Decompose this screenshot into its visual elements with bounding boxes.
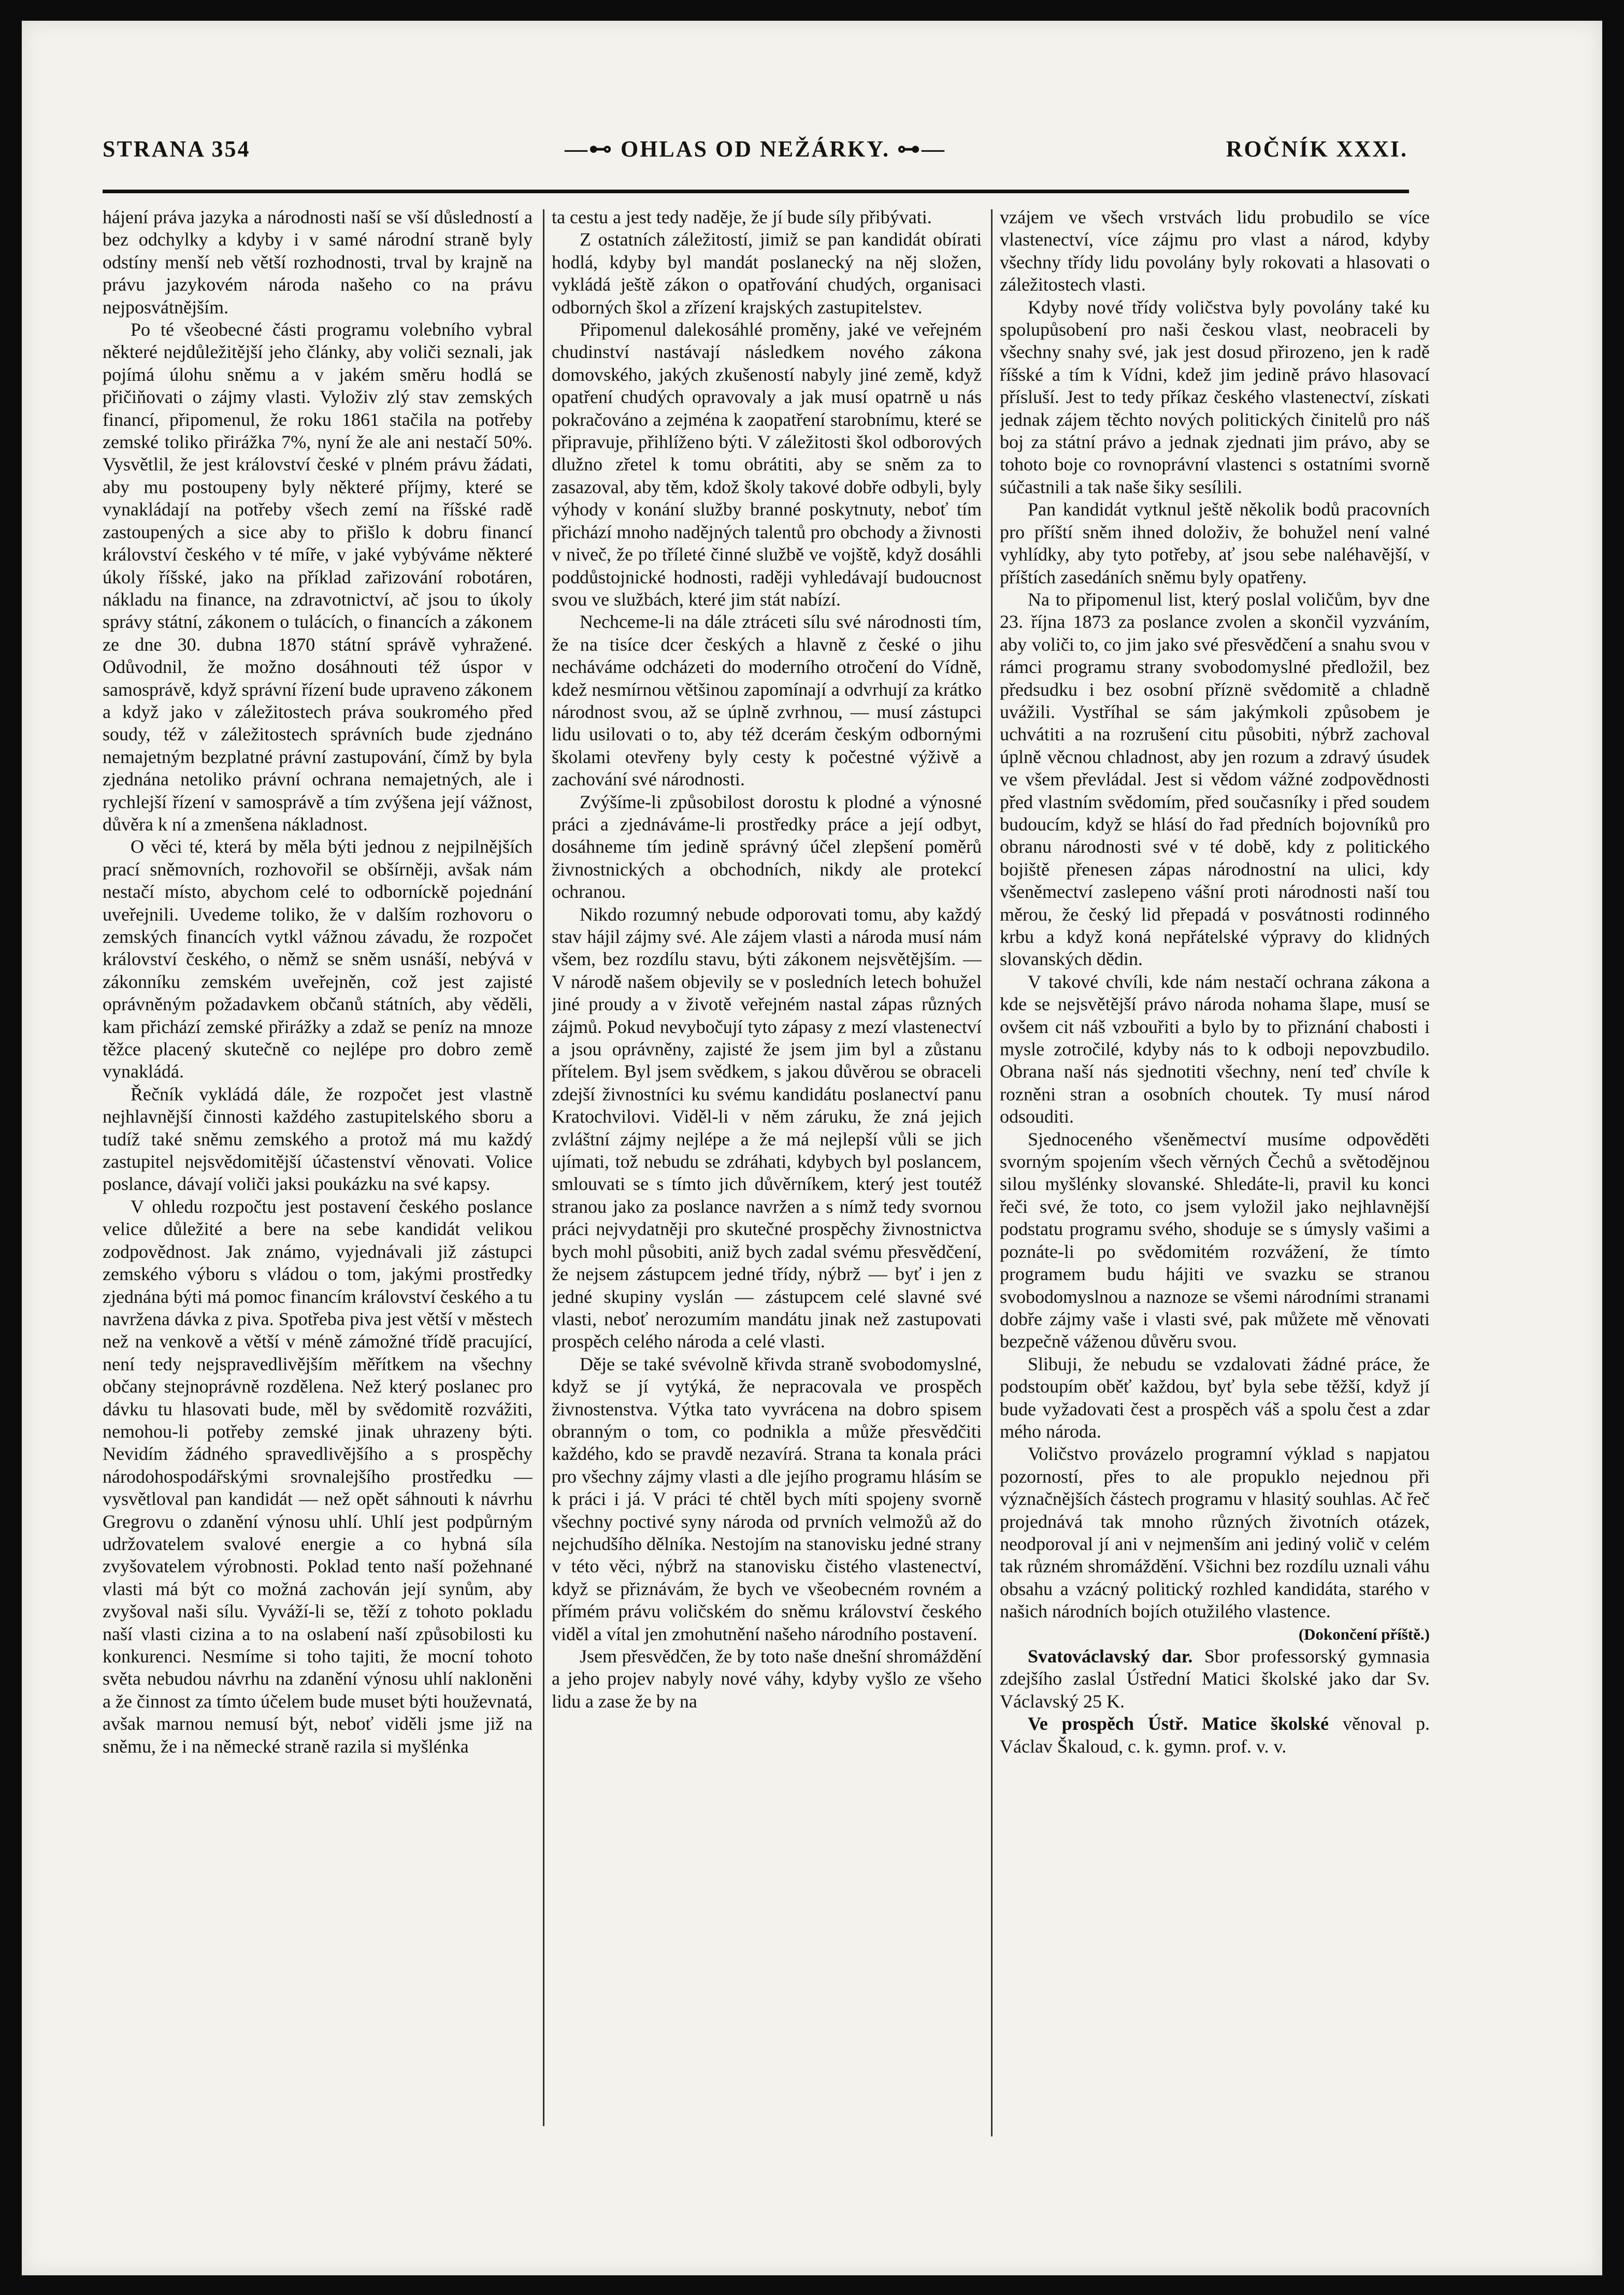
text-column-1	[103, 206, 533, 2133]
page-header	[103, 136, 1408, 182]
volume-number: ROČNÍK XXXI.	[1226, 136, 1408, 162]
article-paragraph: V ohledu rozpočtu jest postavení českého poslance velice důležité a bere na sebe kandidát velikou zodpovědnost. Jak známo, vyjednávali již zástupci zemského výboru s vládou o tom, jakými prostředky zjednána býti má pomoc financím království českého a tu navržena dávka z piva. Spotřeba piva jest větší v městech než na venkově a větší v méně zámožné třídě pracující, není tedy nejspravedlivějším měřítkem na všechny občany stejnoprávně rozdělena. Než který poslanec pro dávku tu hlasovati bude, měl by svědomitě rozvážiti, nemohou-li potřeby zemské jinak uhrazeny býti. Nevidím žádného spravedlivějšího a s prospěchy národohospodářskými srovnalejšího prostředku — vysvětloval pan kandidát — než opět sáhnouti k návrhu Gregrovu o zdanění výnosu uhlí. Uhlí jest podpůrným udržovatelem svalové energie a co hybná síla zvyšovatelem výrobnosti. Poklad tento naší požehnané vlasti má být co možná zachován její synům, aby zvyšoval naši sílu. Vyváží-li se, těží z tohoto pokladu naší vlasti cizina a to na oslabení naší způsobilosti ku konkurenci. Nesmíme si toho tajiti, že mocní tohoto světa nebudou návrhu na zdanění výnosu uhlí nakloněni a že činnost za tímto účelem bude muset býti houževnatá, avšak marnou nemusí být, neboť viděli jsme již na sněmu, že i na německé straně razila si myšlénka	[103, 1196, 533, 1757]
page-number: STRANA 354	[103, 136, 251, 162]
article-paragraph: Kdyby nové třídy voličstva byly povolány také ku spolupůsobení pro naši českou vlast, neobraceli by všechny snahy své, jak jest dosud přirozeno, jen k radě říšské a tím k Vídni, kdež jim jedině právo hlasovací přísluší. Jest to tedy příkaz českého vlastenectví, získati jednak zájem těchto nových politických činitelů pro náš boj za státní právo a jednak zjednati jim právo, aby se tohoto boje co rovnoprávní vlastenci s ostatními svorně súčastnili a tak naše šiky sesílili.	[1000, 296, 1430, 497]
article-paragraph: Z ostatních záležitostí, jimiž se pan kandidát obírati hodlá, kdyby byl mandát poslanecký na něj složen, vykládá ještě zákon o opatřování chudých, organisaci odborných škol a zřízení krajských zastupitelstev.	[552, 229, 982, 318]
article-paragraph: Nikdo rozumný nebude odporovati tomu, aby každý stav hájil zájmy své. Ale zájem vlasti a národa musí nám všem, bez rozdílu stavu, býti zákonem nejsvětějším. — V národě našem objevily se v posledních letech bohužel jiné proudy a v životě veřejném nastal zápas různých zájmů. Pokud nevybočují tyto zápasy z mezí vlastenectví a jsou oprávněny, zajisté že jsem jim byl a zůstanu přítelem. Byl jsem svědkem, s jakou důvěrou se obraceli zdejší živnostníci ku svému kandidátu poslanectví panu Kratochvilovi. Viděl-li v něm záruku, že zná jejich zvláštní zájmy nejlépe a že má nejlepší vůli se jich ujímati, tož nebudu se zdráhati, kdybych byl poslancem, smlouvati se s tímto jich důvěrníkem, který jest toutéž stranou jako za poslance navržen a s nímž tedy svornou práci nejvydatněji pro skutečné prospěchy živnostnictva bych mohl působiti, aniž bych zadal svému přesvědčení, že nejsem zástupcem jedné třídy, nýbrž — byť i jen z jedné skupiny vyslán — zástupcem celé slavné své vlasti, neboť nerozumím mandátu jinak než zastupovati prospěch celého národa a celé vlasti.	[552, 903, 982, 1352]
article-paragraph: Pan kandidát vytknul ještě několik bodů pracovních pro příští sněm ihned doloživ, že bohužel není valné vyhlídky, aby tyto potřeby, ať jsou sebe naléhavější, v příštích zasedáních sněmu byly opatřeny.	[1000, 499, 1430, 587]
text-column-2	[552, 206, 982, 2133]
article-paragraph: O věci té, která by měla býti jednou z nejpilnějších prací sněmovních, rozhovořil se obšírněji, avšak nám nestačí místo, abychom celé to odborníckě pojednání uveřejnili. Uvedeme toliko, že v dalším rozhovoru o zemských financích vytkl vážnou závadu, že rozpočet království českého, o němž se sněm usnáší, nebývá v zákonníku zemském uveřejněn, což jest zajisté oprávněným požadavkem občanů státních, aby věděli, kam přichází zemské přirážky a zdaž se peníz na mnoze těžce placený skutečně co nejlépe pro dobro země vynakládá.	[103, 836, 533, 1082]
column-divider-2	[991, 209, 993, 2136]
article-paragraph: Voličstvo provázelo programní výklad s napjatou pozorností, přes to ale propuklo nejednou při význačnějších částech programu v hlasitý souhlas. Ač řeč projednává tak mnoho různých životních otázek, neodporoval jí ani v nejmenším ani jediný volič v celém tak různém shromáždění. Všichni bez rozdílu uznali váhu obsahu a vzácný politický rozhled kandidáta, starého v našich národních bojích otužilého vlastence.	[1000, 1443, 1430, 1622]
article-paragraph: ta cestu a jest tedy naděje, že jí bude síly přibývati.	[552, 207, 932, 227]
article-paragraph: Připomenul dalekosáhlé proměny, jaké ve veřejném chudinství nastávají následkem nového zákona domovského, jakých zkušeností nabyly jiné země, když opatření chudých opravovaly a jak musí opatrně u nás pokračováno a zejména k zaopatření starobnímu, které se připravuje, přihlíženo býti. V záležitosti škol odborových dlužno zřetel k tomu obrátiti, aby se sněm za to zasazoval, aby těm, kdož školy takové dobře odbyli, byly výhody v konání služby branné poskytnuty, neboť tím přichází mnoho nadějných talentů pro obchody a živnosti v niveč, že po tříleté činné službě ve vojště, když dosáhli poddůstojnické hodnosti, raději vyhledávají budoucnost svou ve službách, které jim stát nabízí.	[552, 319, 982, 610]
article-paragraph: vzájem ve všech vrstvách lidu probudilo se více vlastenectví, více zájmu pro vlast a národ, kdyby všechny třídy lidu povolány byly rokovati a hlasovati o záležitostech vlasti.	[1000, 207, 1430, 295]
news-item	[1000, 1713, 1430, 1758]
news-item-body: věnoval p. Václav Škaloud, c. k. gymn. prof. v. v.	[1000, 1713, 1430, 1757]
article-paragraph: Po té všeobecné části programu volebního vybral některé nejdůležitější jeho články, aby voliči seznali, jak pojímá úlohu sněmu a v jakém směru hodlá se přičiňovati o zájmy vlasti. Vyloživ zlý stav zemských financí, připomenul, že roku 1861 stačila na potřeby zemské toliko přirážka 7%, nyní že ale ani nestačí 50%. Vysvětlil, že jest království české v plném právu žádati, aby mu postoupeny byly některé příjmy, které se vynakládají na potřeby všech zemí na říšské radě zastoupených a sice aby to přišlo k dobru financí království českého v té míře, v jaké vybýváme některé úkoly říšské, jako na příklad zařizování robotáren, nákladu na finance, na zdravotnictví, ač jsou to úkoly správy státní, zákonem o tulácích, o financích a zákonem ze dne 30. dubna 1870 státní správě vyhražené. Odůvodnil, že možno dosáhnouti též úspor v samosprávě, když správní řízení bude upraveno zákonem a když jako v záležitostech práva soukromého před soudy, též v záležitostech správních bude zjednáno nemajetným bezplatné právní zastupování, čímž by byla zjednána netoliko právní ochrana nemajetných, ale i rychlejší řízení v samosprávě a tím zvýšena její vážnost, důvěra k ní a zmenšena nákladnost.	[103, 319, 533, 835]
article-paragraph: hájení práva jazyka a národnosti naší se vší důsledností a bez odchylky a kdyby i v samé národní straně byly odstíny menší neb větší rozhodnosti, trval by krajně na právu jazykovém národa našeho co na právu nejposvátnějším.	[103, 207, 533, 318]
periodical-title: —⊷ OHLAS OD NEŽÁRKY. ⊶—	[564, 136, 946, 162]
news-item-heading: Svatováclavský dar.	[1028, 1646, 1193, 1667]
column-divider-1	[543, 209, 544, 2126]
article-paragraph: Děje se také svévolně křivda straně svobodomyslné, když se jí vytýká, že nepracovala ve prospěch živnostenstva. Výtka tato vyvrácena na dobro spisem obranným o tom, co podnikla a může přesvědčiti každého, kdo se pravdě nezavírá. Strana ta konala práci pro všechny zájmy vlasti a dle jejího programu hlásím se k práci i já. V práci té chtěl bych míti spojeny svorně všechny poctivé syny národa od prvních velmožů až do nejchudšího dělníka. Nestojím na stanovisku jedné strany v této věci, nýbrž na stanovisku čistého vlastenectví, když se přiznávám, že bych ve všeobecném rovném a přímém právu voličském do sněmu království českého viděl a vítal jen zmohutnění našeho národního postavení.	[552, 1353, 982, 1644]
article-paragraph: Jsem přesvědčen, že by toto naše dnešní shromáždění a jeho projev nabyly nové váhy, kdyby vyšlo ze všeho lidu a zase že by na	[552, 1646, 982, 1712]
text-column-3	[1000, 206, 1430, 2133]
news-item	[1000, 1645, 1430, 1713]
article-paragraph: Zvýšíme-li způsobilost dorostu k plodné a výnosné práci a zjednáváme-li prostředky práce a její odbyt, dosáhneme tím jedině správný účel zlepšení poměrů živnostnických a obchodních, nikdy ale protekcí ochranou.	[552, 791, 982, 902]
continued-note: (Dokončení příště.)	[1298, 1625, 1430, 1643]
article-paragraph: Řečník vykládá dále, že rozpočet jest vlastně nejhlavnější činnosti každého zastupitelského sboru a tudíž také sněmu zemského a protož má mu každý zastupitel nejsvědomitější účastenství věnovati. Volice poslance, dávají voliči jaksi poukázku na své kapsy.	[103, 1083, 533, 1195]
news-item-body: Sbor professorský gymnasia zdejšího zaslal Ústřední Matici školské jako dar Sv. Václavský 25 K.	[1000, 1646, 1430, 1712]
news-item-heading: Ve prospěch Ústř. Matice školské	[1028, 1713, 1329, 1734]
header-rule	[103, 190, 1409, 193]
article-paragraph: Slibuji, že nebudu se vzdalovati žádné práce, že podstoupím oběť každou, byť byla sebe těžší, když jí bude vyžadovati čest a prospěch váš a spolu čest a zdar mého národa.	[1000, 1353, 1430, 1442]
article-paragraph: Sjednoceného všeněmectví musíme odpověděti svorným spojením všech věrných Čechů a světodějnou silou myšlénky slovanské. Shledáte-li, pravil ku konci řeči své, že toto, co jsem vyložil jako nejhlavnější podstatu programu svého, shoduje se s úmysly vašimi a poznáte-li po svědomitém rozvážení, že tímto programem budu hájiti ve svazku se stranou svobodomyslnou a naznoze se všemi národními stranami dobře zájmy vaše i vlasti své, pak můžete mě věnovati bezpečně váženou důvěru svou.	[1000, 1128, 1430, 1352]
article-paragraph: V takové chvíli, kde nám nestačí ochrana zákona a kde se nejsvětější právo národa nohama šlape, musí se ovšem cit náš vzbouřiti a bylo by to přiznání chabosti i mysle zotročilé, kdyby nás to k odboji nepovzbudilo. Obrana naší nás sjednotiti všechny, není teď chvíle k rozněni stran a osobních choutek. Ty musí národ odsouditi.	[1000, 971, 1430, 1127]
article-paragraph: Nechceme-li na dále ztráceti sílu své národnosti tím, že na tisíce dcer českých a hlavně z české o jihu necháváme odcházeti do moderního otročení do Vídně, kdež nesmírnou většinou zapomínají a odvrhují za krátko národnost svou, až se úplně zvrhnou, — musí zástupci lidu usilovati o to, aby též dcerám českým odbornými školami otevřeny byly cesty k počestné výživě a zachování své národnosti.	[552, 611, 982, 790]
article-paragraph: Na to připomenul list, který poslal voličům, byv dne 23. října 1873 za poslance zvolen a skončil vyzváním, aby voliči to, co jim jako své přesvědčení a snahu svou v rámci programu strany svobodomyslné předložil, bez předsudku i bez osobní příznë svědomitě a chladně uvážili. Vystříhal se sám jakýmkoli způsobem je uchvátiti a na rozrušení citu působiti, nýbrž zachoval úplně věcnou chladnost, aby jen rozum a zdravý úsudek ve všem převládal. Jest si vědom vážné zodpovědnosti před vlastním svědomím, před současníky i před soudem budoucím, když se hlásí do řad předních bojovníků pro obranu národnosti své v té době, kdy z politického bojiště přenesen zápas národnostní na ulici, kdy všeněmectví zaslepeno vášní proti národnosti naší tou měrou, že český lid přepadá v posvátnosti rodinného krbu a když koná nepřátelské výpravy do klidných slovanských dědin.	[1000, 589, 1430, 970]
